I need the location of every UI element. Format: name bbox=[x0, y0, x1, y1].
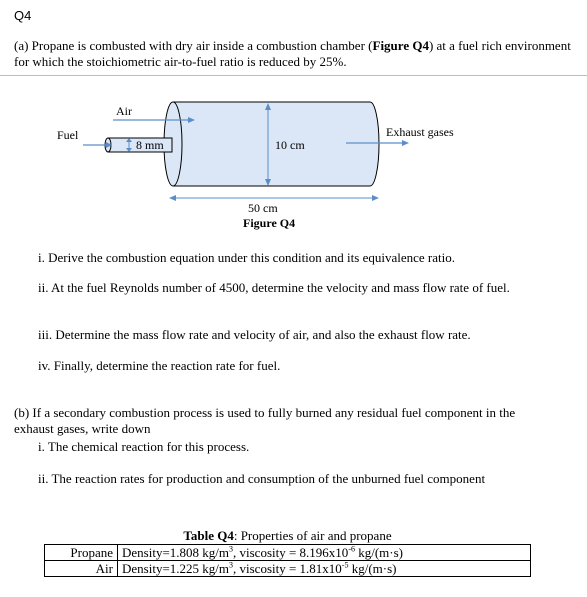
table-row-name: Air bbox=[45, 561, 118, 577]
viscosity-value: , viscosity = 1.81x10 bbox=[233, 560, 342, 576]
density-exponent: 3 bbox=[229, 560, 233, 570]
part-b-statement: (b) If a secondary combustion process is used to fully burned any residual fuel component in the exhaust gases, write down bbox=[14, 405, 516, 436]
table-row-name: Propane bbox=[45, 545, 118, 561]
exhaust-label: Exhaust gases bbox=[386, 125, 454, 139]
properties-table bbox=[44, 544, 531, 577]
length-dimension-label: 50 cm bbox=[248, 201, 278, 215]
viscosity-unit: kg/(m·s) bbox=[348, 560, 397, 576]
table-caption bbox=[44, 528, 531, 544]
table-row bbox=[45, 561, 531, 577]
diameter-dimension-label: 10 cm bbox=[275, 138, 305, 152]
table-row-values bbox=[118, 561, 531, 577]
table-caption-label: Table Q4 bbox=[183, 528, 234, 543]
viscosity-exponent: -6 bbox=[348, 544, 355, 554]
density-exponent: 3 bbox=[229, 544, 233, 554]
part-b-item-1: i. The chemical reaction for this process. bbox=[38, 439, 250, 454]
part-a-item-1: i. Derive the combustion equation under this condition and its equivalence ratio. bbox=[38, 250, 455, 265]
part-a-item-3: iii. Determine the mass flow rate and velocity of air, and also the exhaust flow rate. bbox=[38, 327, 471, 342]
density-value: Density=1.808 kg/m bbox=[122, 544, 229, 560]
figure-reference: Figure Q4 bbox=[372, 38, 429, 53]
part-a-item-2: ii. At the fuel Reynolds number of 4500, determine the velocity and mass flow rate of fuel. bbox=[38, 280, 510, 295]
nozzle-dimension-label: 8 mm bbox=[136, 138, 164, 152]
fuel-label: Fuel bbox=[57, 128, 79, 142]
table-row-values bbox=[118, 545, 531, 561]
air-label: Air bbox=[116, 104, 132, 118]
part-a-prefix: (a) Propane is combusted with dry air inside a combustion chamber ( bbox=[14, 38, 373, 53]
part-a-item-4: iv. Finally, determine the reaction rate for fuel. bbox=[38, 358, 281, 373]
viscosity-unit: kg/(m·s) bbox=[354, 544, 404, 560]
part-b-item-2: ii. The reaction rates for production and consumption of the unburned fuel component bbox=[38, 471, 486, 486]
table-row bbox=[45, 545, 531, 561]
combustion-chamber-figure bbox=[0, 0, 587, 240]
question-number: Q4 bbox=[14, 8, 32, 23]
figure-caption: Figure Q4 bbox=[243, 216, 296, 230]
part-a-suffix: ) at a fuel rich environment for which the stoichiometric air-to-fuel ratio is reduced by 25%. bbox=[14, 38, 571, 69]
table-caption-text: : Properties of air and propane bbox=[233, 528, 392, 543]
viscosity-exponent: -5 bbox=[341, 560, 349, 570]
density-value: Density=1.225 kg/m bbox=[122, 560, 229, 576]
viscosity-value: , viscosity = 8.196x10 bbox=[233, 544, 349, 560]
